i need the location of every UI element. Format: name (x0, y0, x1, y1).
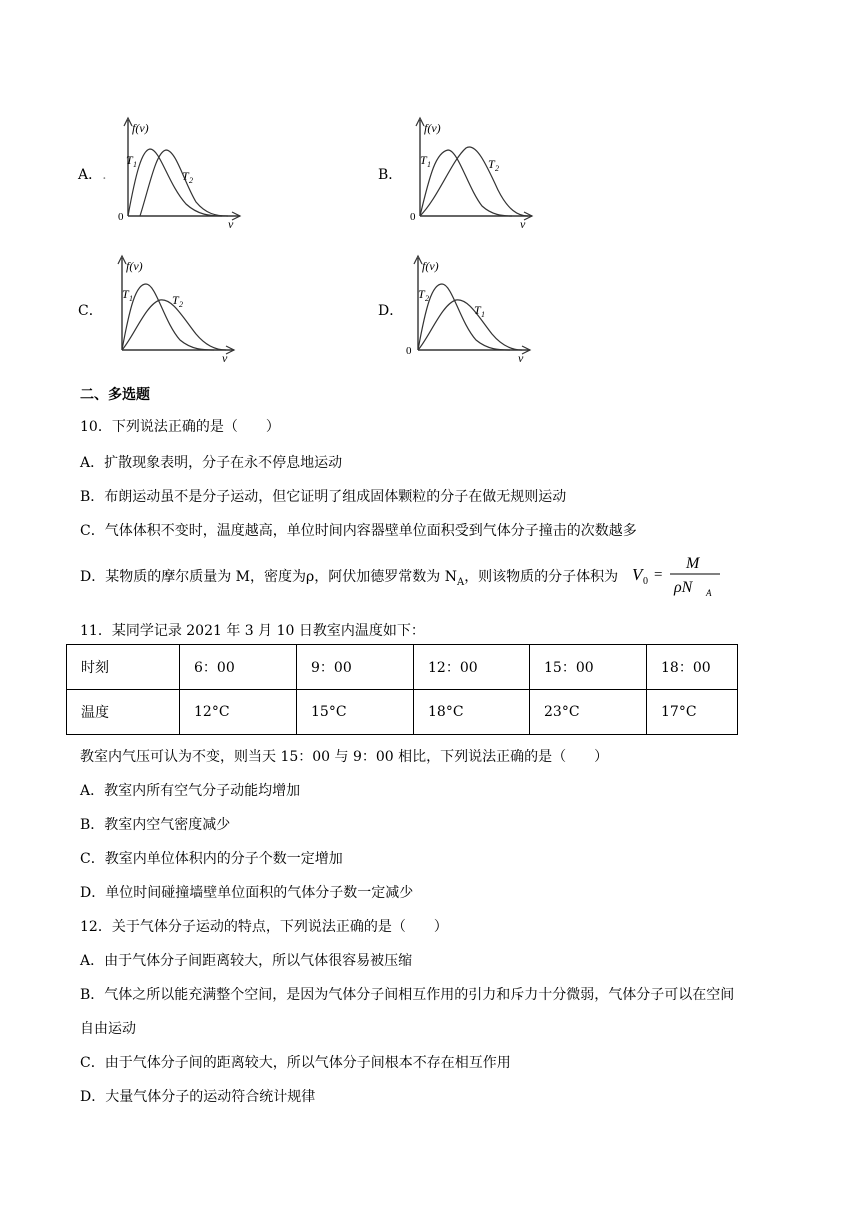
q11-stem: 11．某同学记录 2021 年 3 月 10 日教室内温度如下： (80, 623, 425, 639)
fv-label: f(v) (132, 121, 149, 135)
svg-text:v: v (520, 217, 526, 231)
graph-b (402, 112, 552, 232)
svg-text:1: 1 (133, 160, 137, 169)
svg-text:2: 2 (425, 294, 429, 303)
q12-option-d: D．大量气体分子的运动符合统计规律 (80, 1089, 316, 1105)
table-cell: 12°C (180, 690, 297, 735)
q10-option-a: A．扩散现象表明，分子在永不停息地运动 (80, 455, 343, 471)
graph-a (110, 112, 260, 232)
option-a-label: A．. (78, 167, 107, 183)
svg-text:v: v (518, 351, 524, 365)
svg-text:1: 1 (427, 160, 431, 169)
q10-option-b: B．布朗运动虽不是分子运动，但它证明了组成固体颗粒的分子在做无规则运动 (80, 489, 567, 505)
q11-option-c: C．教室内单位体积内的分子个数一定增加 (80, 851, 343, 867)
table-cell: 23°C (530, 690, 647, 735)
q11-option-a: A．教室内所有空气分子动能均增加 (80, 783, 301, 799)
svg-text:0: 0 (118, 211, 124, 223)
q11-option-b: B．教室内空气密度减少 (80, 817, 231, 833)
table-row (67, 645, 738, 690)
svg-text:f(v): f(v) (126, 259, 143, 273)
svg-text:1: 1 (129, 294, 133, 303)
svg-text:T: T (418, 287, 425, 301)
svg-text:1: 1 (481, 310, 485, 319)
svg-text:M: M (686, 555, 700, 572)
svg-text:f(v): f(v) (422, 259, 439, 273)
table-cell: 6：00 (180, 645, 297, 690)
q11-after: 教室内气压可认为不变，则当天 15：00 与 9：00 相比，下列说法正确的是（ ） (80, 749, 609, 765)
option-b-label: B． (378, 167, 403, 183)
q12-option-b-cont: 自由运动 (80, 1021, 136, 1037)
q10-option-c: C．气体体积不变时，温度越高，单位时间内容器壁单位面积受到气体分子撞击的次数越多 (80, 523, 637, 539)
table-cell: 18°C (414, 690, 530, 735)
option-c-label: C． (78, 303, 103, 319)
q12-option-c: C．由于气体分子间的距离较大，所以气体分子间根本不存在相互作用 (80, 1055, 511, 1071)
svg-text:=: = (654, 567, 663, 583)
svg-text:2: 2 (179, 300, 183, 309)
svg-text:T: T (172, 293, 179, 307)
table-cell: 温度 (67, 690, 180, 735)
graph-c (104, 250, 254, 370)
svg-text:0: 0 (406, 345, 412, 357)
table-cell: 9：00 (297, 645, 414, 690)
svg-text:0: 0 (643, 576, 648, 587)
graph-d (400, 250, 550, 370)
q12-option-a: A．由于气体分子间距离较大，所以气体很容易被压缩 (80, 953, 413, 969)
svg-text:v: v (228, 217, 234, 231)
svg-text:T: T (488, 157, 495, 171)
table-cell: 15°C (297, 690, 414, 735)
q11-option-d: D．单位时间碰撞墙壁单位面积的气体分子数一定减少 (80, 885, 414, 901)
temperature-table (66, 644, 738, 735)
q12-stem: 12．关于气体分子运动的特点，下列说法正确的是（ ） (80, 919, 448, 935)
svg-text:A: A (706, 588, 712, 598)
svg-text:2: 2 (495, 164, 499, 173)
option-d-label: D． (378, 303, 404, 319)
svg-text:v: v (222, 351, 228, 365)
table-row (67, 690, 738, 735)
svg-text:0: 0 (410, 211, 416, 223)
svg-text:ρN: ρN (674, 579, 693, 596)
t1-label: T (126, 153, 133, 167)
table-cell: 12：00 (414, 645, 530, 690)
table-cell: 17°C (647, 690, 738, 735)
svg-text:T: T (122, 287, 129, 301)
table-cell: 15：00 (530, 645, 647, 690)
svg-text:V: V (632, 565, 643, 584)
svg-text:2: 2 (189, 176, 193, 185)
t2-label: T (182, 169, 189, 183)
section-title: 二、多选题 (80, 387, 150, 403)
q10-stem: 10．下列说法正确的是（ ） (80, 419, 280, 435)
svg-text:T: T (420, 153, 427, 167)
svg-text:f(v): f(v) (424, 121, 441, 135)
q12-option-b: B．气体之所以能充满整个空间，是因为气体分子间相互作用的引力和斥力十分微弱，气体分子可以在空间 (80, 987, 735, 1003)
q10-option-d: D．某物质的摩尔质量为 M，密度为ρ，阿伏加德罗常数为 $N_A$，则该物质的分子体积为 (80, 569, 619, 588)
table-cell: 时刻 (67, 645, 180, 690)
table-cell: 18：00 (647, 645, 738, 690)
svg-text:T: T (474, 303, 481, 317)
molecule-volume-formula (628, 548, 728, 598)
